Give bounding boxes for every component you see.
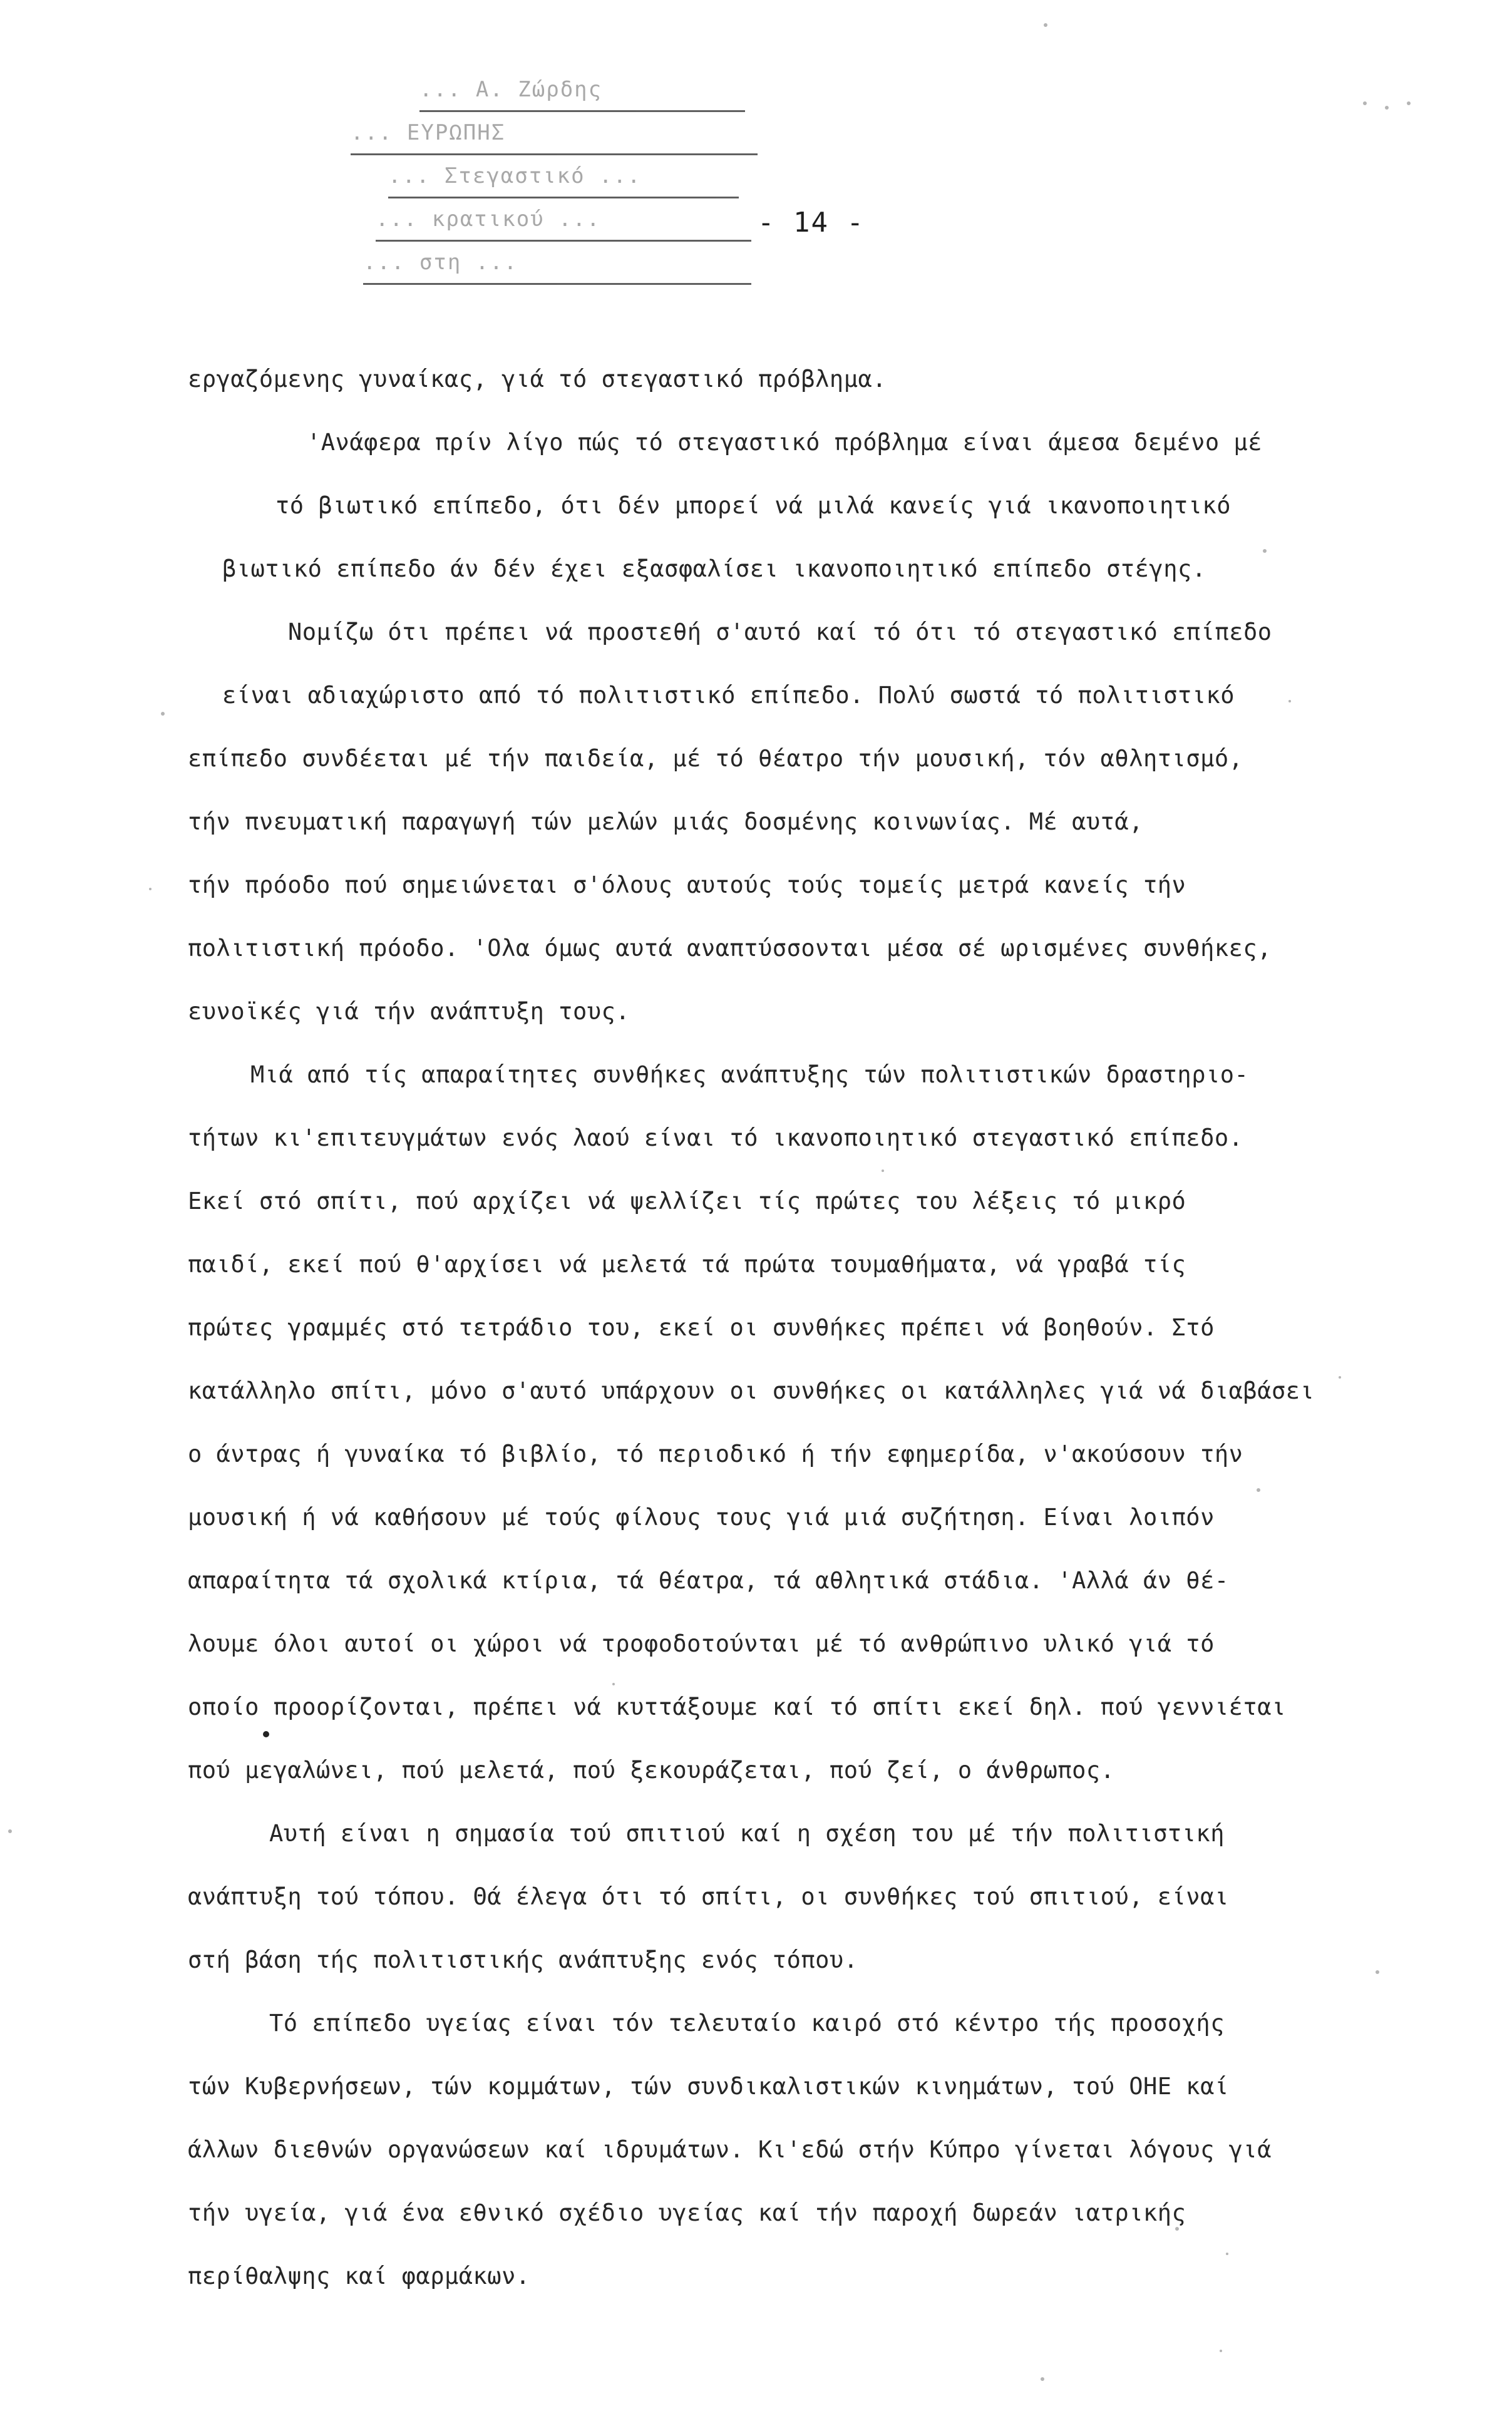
- text-line: λουμε όλοι αυτοί οι χώροι νά τροφοδοτούνται μέ τό ανθρώπινο υλικό γιά τό: [188, 1630, 1215, 1657]
- text-line: βιωτικό επίπεδο άν δέν έχει εξασφαλίσει ικανοποιητικό επίπεδο στέγης.: [222, 555, 1206, 582]
- text-line: ανάπτυξη τού τόπου. Θά έλεγα ότι τό σπίτι, οι συνθήκες τού σπιτιού, είναι: [188, 1883, 1229, 1910]
- faded-heading-line: ... κρατικού ...: [376, 198, 751, 242]
- text-line: στή βάση τής πολιτιστικής ανάπτυξης ενός τόπου.: [188, 1946, 858, 1973]
- faded-heading-line: ... ΕΥΡΩΠΗΣ: [351, 112, 758, 155]
- text-line: τό βιωτικό επίπεδο, ότι δέν μπορεί νά μιλά κανείς γιά ικανοποιητικό: [275, 492, 1231, 519]
- text-line: παιδί, εκεί πού θ'αρχίσει νά μελετά τά πρώτα τουμαθήματα, νά γραβά τίς: [188, 1251, 1186, 1278]
- text-line: τήτων κι'επιτευγμάτων ενός λαού είναι τό ικανοποιητικό στεγαστικό επίπεδο.: [188, 1124, 1243, 1151]
- text-line: τήν υγεία, γιά ένα εθνικό σχέδιο υγείας καί τήν παροχή δωρεάν ιατρικής: [188, 2199, 1186, 2226]
- text-line: Αυτή είναι η σημασία τού σπιτιού καί η σχέση του μέ τήν πολιτιστική: [269, 1820, 1225, 1847]
- text-line: απαραίτητα τά σχολικά κτίρια, τά θέατρα, τά αθλητικά στάδια. 'Αλλά άν θέ-: [188, 1567, 1229, 1594]
- text-line: Τό επίπεδο υγείας είναι τόν τελευταίο καιρό στό κέντρο τής προσοχής: [269, 2010, 1225, 2037]
- text-line: πρώτες γραμμές στό τετράδιο του, εκεί οι συνθήκες πρέπει νά βοηθούν. Στό: [188, 1314, 1215, 1341]
- text-line: οποίο προορίζονται, πρέπει νά κυττάξουμε καί τό σπίτι εκεί δηλ. πού γεννιέται: [188, 1694, 1286, 1720]
- faded-heading-line: ... Α. Ζώρδης: [419, 69, 745, 112]
- text-line: κατάλληλο σπίτι, μόνο σ'αυτό υπάρχουν οι συνθήκες οι κατάλληλες γιά νά διαβάσει: [188, 1377, 1315, 1404]
- text-line: πού μεγαλώνει, πού μελετά, πού ξεκουράζεται, πού ζεί, ο άνθρωπος.: [188, 1757, 1115, 1784]
- text-line: τήν πρόοδο πού σημειώνεται σ'όλους αυτούς τούς τομείς μετρά κανείς τήν: [188, 871, 1186, 898]
- faded-heading-line: ... Στεγαστικό ...: [388, 155, 739, 198]
- text-line: είναι αδιαχώριστο από τό πολιτιστικό επίπεδο. Πολύ σωστά τό πολιτιστικό: [222, 682, 1235, 709]
- text-line: ευνοϊκές γιά τήν ανάπτυξη τους.: [188, 998, 630, 1025]
- faded-heading-block: [351, 69, 764, 285]
- bullet-mark: [263, 1731, 269, 1737]
- text-line: Εκεί στό σπίτι, πού αρχίζει νά ψελλίζει τίς πρώτες του λέξεις τό μικρό: [188, 1188, 1186, 1215]
- page-number: - 14 -: [758, 207, 865, 239]
- text-line: Μιά από τίς απαραίτητες συνθήκες ανάπτυξης τών πολιτιστικών δραστηριο-: [250, 1061, 1249, 1088]
- text-line: τών Κυβερνήσεων, τών κομμάτων, τών συνδικαλιστικών κινημάτων, τού ΟΗΕ καί: [188, 2073, 1229, 2100]
- text-line: εργαζόμενης γυναίκας, γιά τό στεγαστικό πρόβλημα.: [188, 366, 887, 393]
- text-line: Νομίζω ότι πρέπει νά προστεθή σ'αυτό καί τό ότι τό στεγαστικό επίπεδο: [288, 619, 1272, 645]
- body-text: [188, 363, 1415, 2323]
- text-line: 'Ανάφερα πρίν λίγο πώς τό στεγαστικό πρόβλημα είναι άμεσα δεμένο μέ: [307, 429, 1262, 456]
- text-line: μουσική ή νά καθήσουν μέ τούς φίλους τους γιά μιά συζήτηση. Είναι λοιπόν: [188, 1504, 1215, 1531]
- text-line: επίπεδο συνδέεται μέ τήν παιδεία, μέ τό θέατρο τήν μουσική, τόν αθλητισμό,: [188, 745, 1243, 772]
- text-line: τήν πνευματική παραγωγή τών μελών μιάς δοσμένης κοινωνίας. Μέ αυτά,: [188, 808, 1143, 835]
- faded-heading-line: ... στη ...: [363, 242, 751, 285]
- text-line: περίθαλψης καί φαρμάκων.: [188, 2263, 530, 2290]
- text-line: άλλων διεθνών οργανώσεων καί ιδρυμάτων. Κι'εδώ στήν Κύπρο γίνεται λόγους γιά: [188, 2136, 1272, 2163]
- text-line: πολιτιστική πρόοδο. 'Ολα όμως αυτά αναπτύσσονται μέσα σέ ωρισμένες συνθήκες,: [188, 935, 1272, 962]
- text-line: ο άντρας ή γυναίκα τό βιβλίο, τό περιοδικό ή τήν εφημερίδα, ν'ακούσουν τήν: [188, 1441, 1243, 1468]
